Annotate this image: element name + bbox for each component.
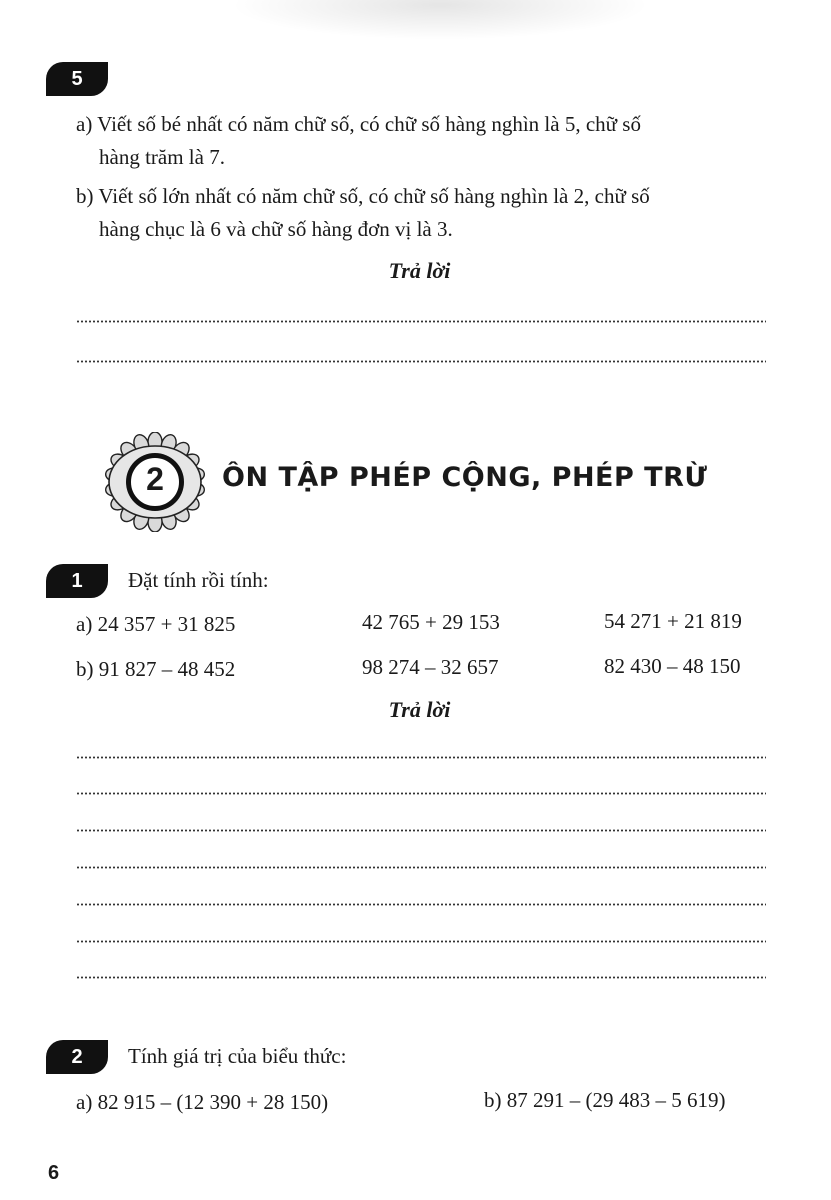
answer-line xyxy=(76,756,766,759)
scan-shadow xyxy=(230,0,650,40)
page-number: 6 xyxy=(48,1162,60,1184)
exercise-1-row-b-col-2: 98 274 – 32 657 xyxy=(362,655,499,679)
answer-line xyxy=(76,866,766,869)
exercise-5-part-a-line-1: a) Viết số bé nhất có năm chữ số, có chữ số hàng nghìn là 5, chữ số xyxy=(76,112,641,136)
exercise-5-part-a-line-2: hàng trăm là 7. xyxy=(99,145,225,169)
exercise-1-row-b-col-3: 82 430 – 48 150 xyxy=(604,654,741,678)
exercise-2-badge: 2 xyxy=(46,1040,108,1074)
answer-line xyxy=(76,829,766,832)
answer-line xyxy=(76,320,766,323)
section-number: 2 xyxy=(146,461,164,497)
exercise-1-answer-label: Trả lời xyxy=(388,697,451,722)
answer-line xyxy=(76,903,766,906)
exercise-1-row-a-col-1: a) 24 357 + 31 825 xyxy=(76,612,236,636)
answer-line xyxy=(76,976,766,979)
exercise-5-answer-label: Trả lời xyxy=(388,258,451,283)
exercise-5-part-b-line-2: hàng chục là 6 và chữ số hàng đơn vị là 3. xyxy=(99,217,453,241)
exercise-1-row-a-col-2: 42 765 + 29 153 xyxy=(362,610,500,634)
exercise-2-part-b: b) 87 291 – (29 483 – 5 619) xyxy=(484,1088,726,1112)
exercise-5-part-b-line-1: b) Viết số lớn nhất có năm chữ số, có chữ số hàng nghìn là 2, chữ số xyxy=(76,184,650,208)
exercise-1-row-b-col-1: b) 91 827 – 48 452 xyxy=(76,657,236,681)
exercise-5-badge: 5 xyxy=(46,62,108,96)
answer-line xyxy=(76,940,766,943)
exercise-2-prompt: Tính giá trị của biểu thức: xyxy=(128,1044,347,1068)
exercise-2-part-a: a) 82 915 – (12 390 + 28 150) xyxy=(76,1090,329,1114)
exercise-1-badge: 1 xyxy=(46,564,108,598)
exercise-1-row-a-col-3: 54 271 + 21 819 xyxy=(604,609,742,633)
answer-line xyxy=(76,792,766,795)
section-title: ÔN TẬP PHÉP CỘNG, PHÉP TRỪ xyxy=(222,462,708,493)
exercise-1-prompt: Đặt tính rồi tính: xyxy=(128,568,269,592)
answer-line xyxy=(76,360,766,363)
